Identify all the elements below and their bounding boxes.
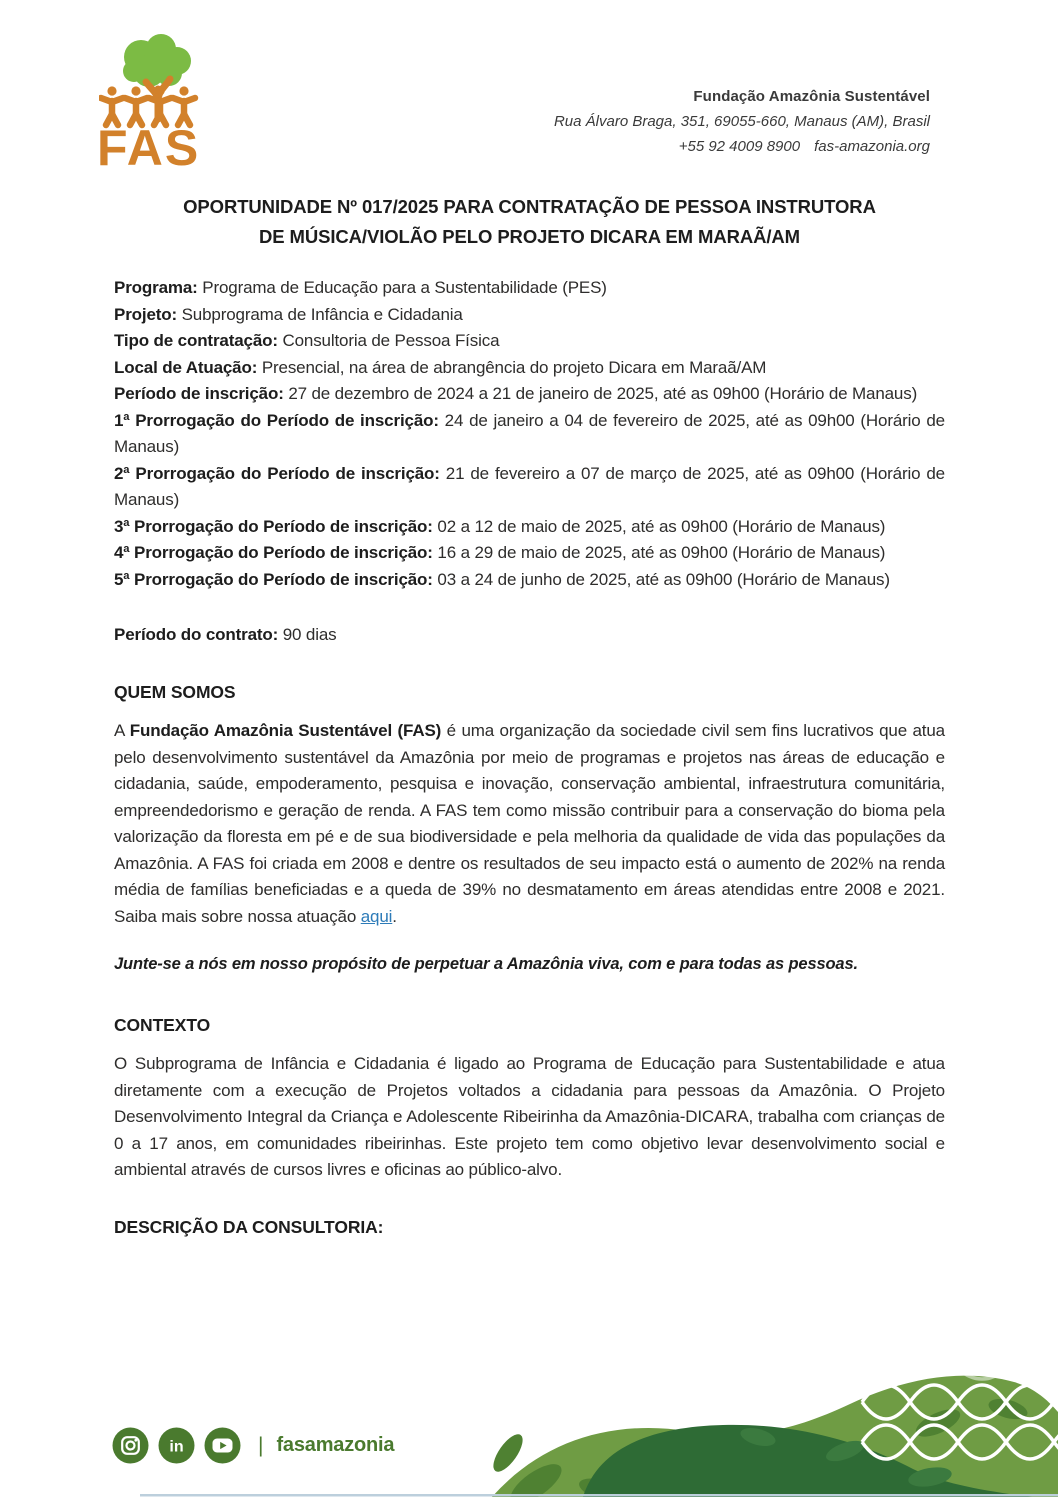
- section-heading-quem-somos: QUEM SOMOS: [114, 681, 236, 702]
- logo-wordmark: FAS: [99, 120, 201, 169]
- detail-label: 5ª Prorrogação do Período de inscrição:: [114, 569, 433, 589]
- detail-label: Programa:: [114, 278, 198, 297]
- detail-label: 3ª Prorrogação do Período de inscrição:: [114, 516, 433, 536]
- detail-row: [114, 381, 945, 408]
- detail-row: [114, 302, 945, 329]
- detail-label: 2ª Prorrogação do Período de inscrição:: [114, 463, 440, 483]
- detail-value: Consultoria de Pessoa Física: [282, 331, 500, 350]
- linkedin-icon[interactable]: [158, 1427, 195, 1464]
- youtube-icon[interactable]: [204, 1427, 241, 1464]
- detail-value: Presencial, na área de abrangência do projeto Dicara em Maraã/AM: [261, 357, 767, 377]
- org-name: Fundação Amazônia Sustentável: [693, 88, 930, 105]
- page-bottom-edge: [140, 1494, 1058, 1497]
- detail-label: 4ª Prorrogação do Período de inscrição:: [114, 543, 433, 562]
- detail-label: Período de inscrição:: [114, 384, 284, 403]
- detail-value: 02 a 12 de maio de 2025, até as 09h00 (Horário de Manaus): [437, 516, 886, 536]
- opportunity-title-line1: OPORTUNIDADE Nº 017/2025 PARA CONTRATAÇÃO DE PESSOA INSTRUTORA: [183, 196, 876, 217]
- section-heading-contexto: CONTEXTO: [114, 1014, 211, 1035]
- org-phone-website: [554, 134, 930, 159]
- detail-row: [114, 514, 945, 541]
- detail-row: [114, 567, 945, 594]
- fas-logo: [99, 31, 217, 169]
- contract-period-row: [114, 622, 945, 649]
- detail-row: [114, 540, 945, 567]
- org-website: fas-amazonia.org: [814, 138, 930, 155]
- aqui-link[interactable]: aqui: [360, 906, 393, 926]
- detail-row: [114, 328, 945, 355]
- detail-label: Tipo de contratação:: [114, 331, 278, 350]
- document-body: [114, 192, 945, 1240]
- opportunity-title-line2: DE MÚSICA/VIOLÃO PELO PROJETO DICARA EM MARAÃ/AM: [259, 226, 800, 247]
- svg-text:in: in: [169, 1438, 184, 1456]
- detail-row: [114, 355, 945, 382]
- detail-value: Subprograma de Infância e Cidadania: [181, 304, 463, 324]
- footer: [0, 1357, 1058, 1497]
- section-heading-descricao: DESCRIÇÃO DA CONSULTORIA:: [114, 1216, 384, 1237]
- social-divider: |: [258, 1433, 264, 1457]
- quem-somos-body: é uma organização da sociedade civil sem fins lucrativos que atua pelo desenvolvimento sustentável da Amazônia por meio de programas e projetos nas áreas de educação e cidadania, saúde, empoderamento, pesquisa e inovação, conservação ambiental, infraestrutura comunitária, empreendedorismo e geração de renda. A FAS tem como missão contribuir para a conservação do bioma pela valorização da floresta em pé e de sua biodiversidade e pela melhoria da qualidade de vida das populações da Amazônia. A FAS foi criada em 2008 e dentre os resultados de seu impacto está o aumento de 202% na renda média de famílias beneficiadas e a queda de 39% no desmatamento em áreas atendidas entre 2008 e 2021. Saiba mais sobre nossa atuação: [114, 721, 945, 926]
- social-bar: [112, 1427, 394, 1464]
- contexto-paragraph: O Subprograma de Infância e Cidadania é ligado ao Programa de Educação para Sustentabilidade e atua diretamente com a execução de Projetos voltados a cidadania para pessoas da Amazônia. O Projeto Desenvolvimento Integral da Criança e Adolescente Ribeirinha da Amazônia-DICARA, trabalha com crianças de 0 a 17 anos, em comunidades ribeirinhas. Este projeto tem como objetivo levar desenvolvimento social e ambiental através de cursos livres e oficinas ao público-alvo.: [114, 1054, 945, 1179]
- quem-somos-paragraph: [114, 718, 945, 930]
- opportunity-details-list: [114, 275, 945, 593]
- contract-period-value: 90 dias: [282, 625, 337, 644]
- detail-row: [114, 408, 945, 461]
- detail-label: Projeto:: [114, 304, 178, 324]
- org-phone: +55 92 4009 8900: [678, 138, 801, 155]
- detail-row: [114, 461, 945, 514]
- contract-period-label: Período do contrato:: [114, 625, 279, 644]
- detail-value: 16 a 29 de maio de 2025, até as 09h00 (Horário de Manaus): [437, 543, 886, 562]
- header-contact-block: [554, 84, 930, 159]
- detail-row: [114, 275, 945, 302]
- fas-logo-graphic: [99, 31, 217, 169]
- detail-value: 21 de fevereiro a 07 de março de 2025, até as 09h00 (Horário de Manaus): [114, 463, 945, 509]
- social-handle[interactable]: fasamazonia: [276, 1434, 395, 1456]
- quem-somos-period: .: [392, 906, 397, 926]
- detail-value: 03 a 24 de junho de 2025, até as 09h00 (Horário de Manaus): [437, 569, 890, 589]
- quem-somos-org-bold: Fundação Amazônia Sustentável (FAS): [129, 721, 442, 740]
- mission-tagline: Junte-se a nós em nosso propósito de perpetuar a Amazônia viva, com e para todas as pessoas.: [114, 955, 858, 973]
- tree-canopy-icon: [123, 34, 191, 87]
- detail-label: 1ª Prorrogação do Período de inscrição:: [114, 410, 439, 430]
- opportunity-title: [114, 192, 945, 252]
- detail-value: Programa de Educação para a Sustentabilidade (PES): [202, 278, 607, 297]
- detail-value: 27 de dezembro de 2024 a 21 de janeiro de 2025, até as 09h00 (Horário de Manaus): [288, 384, 918, 403]
- org-address: Rua Álvaro Braga, 351, 69055-660, Manaus (AM), Brasil: [553, 113, 930, 130]
- quem-somos-prefix: A: [114, 721, 130, 740]
- detail-label: Local de Atuação:: [114, 357, 258, 377]
- detail-value: 24 de janeiro a 04 de fevereiro de 2025, até as 09h00 (Horário de Manaus): [114, 410, 945, 456]
- instagram-icon[interactable]: [112, 1427, 149, 1464]
